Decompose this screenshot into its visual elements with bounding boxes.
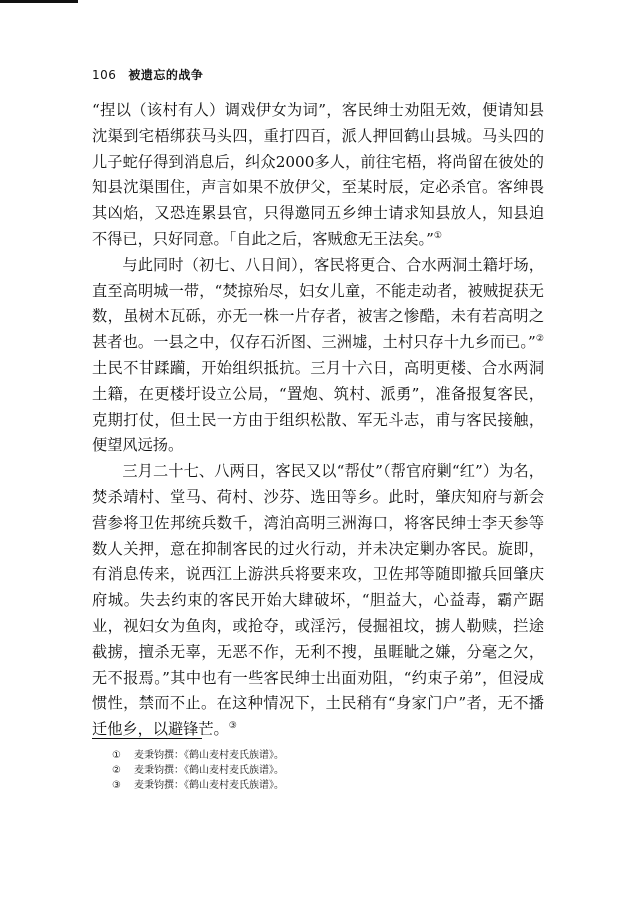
footnote-mark: ① [112, 750, 121, 761]
paragraph-text: 与此同时（初七、八日间），客民将更合、合水两洞土籍圩场，直至高明城一带，“焚掠殆尽，妇女儿童，不能走动者，被贼捉获无数，虽树木瓦砾，亦无一株一片存者，被害之惨酷，未有若高明之甚者也。一县之中，仅存石沂图、三洲墟，土村只存十九乡而已。” [92, 255, 544, 352]
footnote-item [112, 748, 532, 763]
footnote-text: 麦秉钧撰：《鹤山麦村麦氏族谱》。 [134, 750, 284, 761]
footnote-mark: ② [112, 765, 121, 776]
book-title: 被遗忘的战争 [128, 68, 204, 82]
running-head [92, 66, 203, 83]
paragraph-1 [92, 98, 544, 253]
paragraph-3 [92, 459, 544, 743]
top-rule [0, 0, 78, 3]
footnote-item [112, 778, 532, 793]
footnote-divider [92, 738, 202, 739]
footnote-text: 麦秉钧撰：《鹤山麦村麦氏族谱》。 [134, 780, 284, 791]
paragraph-text: 三月二十七、八两日，客民又以“帮仗”（帮官府剿“红”）为名，焚杀靖村、堂马、荷村、沙芬、选田等乡。此时，肇庆知府与新会营参将卫佐邦统兵数千，湾泊高明三洲海口，将客民绅士李天参等数人关押，意在抑制客民的过火行动，并未决定剿办客民。旋即，有消息传来，说西江上游洪兵将要来攻，卫佐邦等随即撤兵回肇庆府城。失去约束的客民开始大肆破坏，“胆益大，心益毒，霸产踞业，视妇女为鱼肉，或抢夺，或淫污，侵掘祖坟，掳人勒赎，拦途截掳，擅杀无辜，无恶不作，无利不搜，虽睚眦之嫌，分毫之欠，无不报焉。”其中也有一些客民绅士出面劝阻，“约束子弟”，但浸成惯性，禁而不止。在这种情况下，土民稍有“身家门户”者，无不播迁他乡，以避锋芒。 [92, 462, 544, 739]
footnote-reference[interactable]: ① [433, 230, 442, 241]
paragraph-2 [92, 253, 544, 459]
paragraph-text: “捏以（该村有人）调戏伊女为词”，客民绅士劝阻无效，便请知县沈渠到宅梧绑获马头四，重打四百，派人押回鹤山县城。马头四的儿子蛇仔得到消息后，纠众2000多人，前往宅梧，将尚留在彼处的知县沈渠围住，声言如果不放伊父，至某时辰，定必杀官。客绅畏其凶焰，又恐连累县官，只得邀同五乡绅士请求知县放人，知县迫不得已，只好同意。「自此之后，客贼愈无王法矣。” [92, 101, 544, 248]
body-text [92, 98, 544, 743]
page-number: 106 [92, 68, 117, 82]
footnotes [112, 748, 532, 793]
paragraph-text-continued: 土民不甘蹂躏，开始组织抵抗。三月十六日，高明更楼、合水两洞土籍，在更楼圩设立公局，“置炮、筑村、派勇”，准备报复客民，克期打仗，但土民一方由于组织松散、军无斗志，甫与客民接触，便望风远扬。 [92, 358, 544, 455]
footnote-reference[interactable]: ③ [228, 721, 237, 732]
footnote-item [112, 763, 532, 778]
footnote-mark: ③ [112, 780, 121, 791]
footnote-text: 麦秉钧撰：《鹤山麦村麦氏族谱》。 [134, 765, 284, 776]
footnote-reference[interactable]: ② [535, 334, 544, 345]
